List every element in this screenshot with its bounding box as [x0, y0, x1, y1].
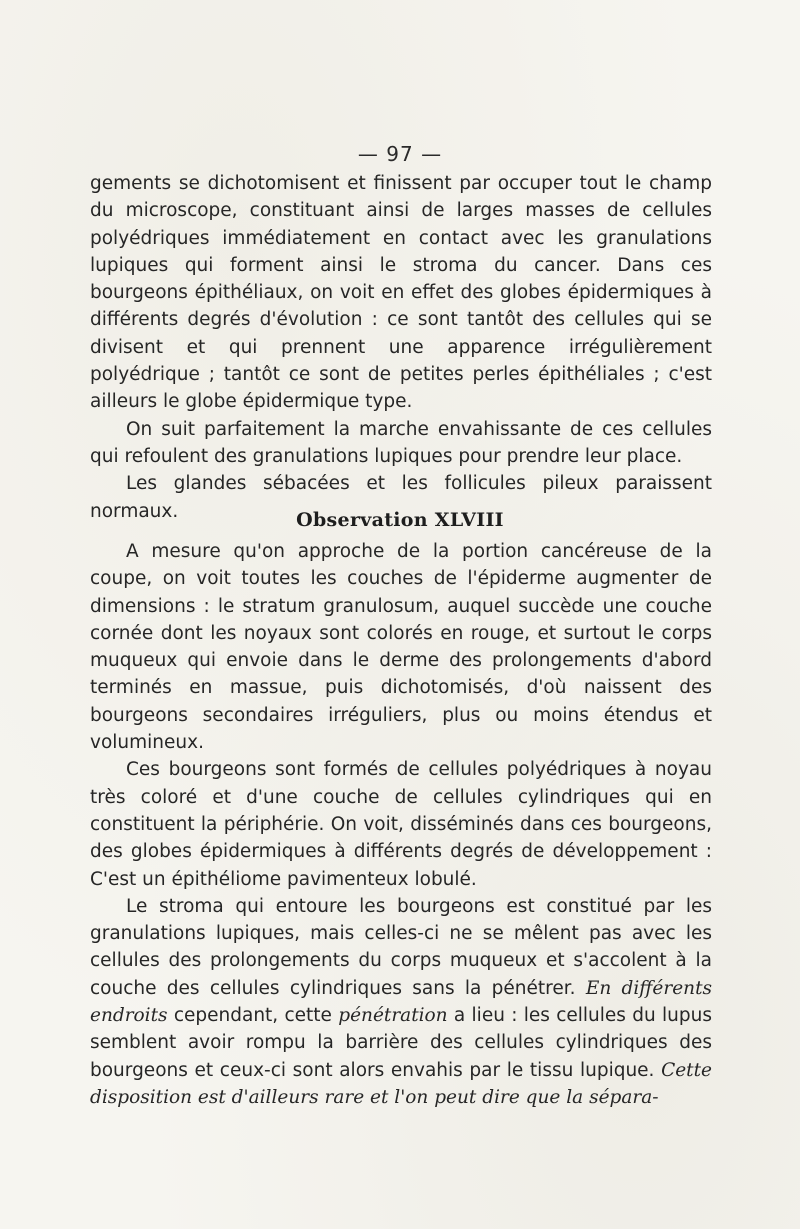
- text-run: cependant, cette: [167, 1005, 339, 1027]
- italic-text: pénétration: [338, 1005, 448, 1027]
- paragraph: [90, 893, 712, 1111]
- text-run: a lieu : les cellules du lupus semblent avoir rompu la barrière des cellules cylindriques des bourgeons et ceux-ci sont alors envahis par le tissu lupique.: [90, 1005, 712, 1081]
- paragraph: Ces bourgeons sont formés de cellules polyédriques à noyau très coloré et d'une couche de cellules cylindriques qui en constituent la périphérie. On voit, disséminés dans ces bourgeons, des globes épidermiques à différents degrés de développement : C'est un épithéliome pavimenteux lobulé.: [90, 759, 712, 890]
- paragraph: gements se dichotomisent et finissent par occuper tout le champ du microscope, constituant ainsi de larges masses de cellules polyédriques immédiatement en contact avec les granulations lupiques qui forment ainsi le stroma du cancer. Dans ces bourgeons épithéliaux, on voit en effet des globes épidermiques à différents degrés d'évolution : ce sont tantôt des cellules qui se divisent et qui prennent une apparence irrégulièrement polyédrique ; tantôt ce sont de petites perles épithéliales ; c'est ailleurs le globe épidermique type.: [90, 173, 712, 413]
- page-number: — 97 —: [357, 142, 443, 166]
- italic-text: Cette disposition est d'ailleurs rare et l'on peut dire que la sépara-: [90, 1059, 712, 1108]
- paragraph: Les glandes sébacées et les follicules pileux paraissent normaux.: [90, 473, 712, 522]
- text-run: Le stroma qui entoure les bourgeons est constitué par les granulations lupiques, mais celles-ci ne se mêlent pas avec les cellules des prolongements du corps muqueux et s'accolent à la couche des cellules cylindriques sans la pénétrer.: [90, 895, 712, 999]
- paragraph: On suit parfaitement la marche envahissante de ces cellules qui refoulent des granulations lupiques pour prendre leur place.: [90, 418, 712, 467]
- section-heading: Observation XLVIII: [296, 509, 504, 531]
- paragraph: A mesure qu'on approche de la portion cancéreuse de la coupe, on voit toutes les couches de l'épiderme augmenter de dimensions : le stratum granulosum, auquel succède une couche cornée dont les noyaux sont colorés en rouge, et surtout le corps muqueux qui envoie dans le derme des prolongements d'abord terminés en massue, puis dichotomisés, d'où naissent des bourgeons secondaires irréguliers, plus ou moins étendus et volumineux.: [90, 541, 712, 754]
- italic-text: En différents endroits: [90, 977, 712, 1027]
- text-block-continuation: [90, 170, 712, 525]
- text-block-observation: [90, 538, 712, 1111]
